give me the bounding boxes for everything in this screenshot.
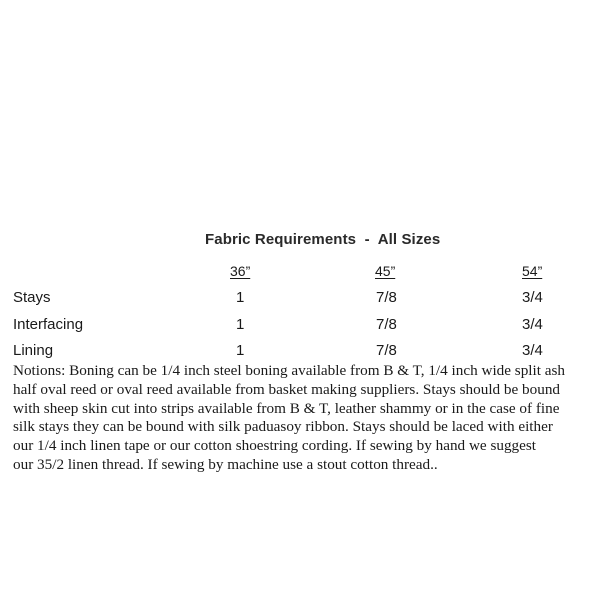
notes-line: half oval reed or oval reed available from basket making suppliers. Stays should be bound xyxy=(13,380,561,398)
table-cell: 3/4 xyxy=(522,316,543,333)
notes-line: with sheep skin cut into strips available from B & T, leather shammy or in the case of fine xyxy=(13,399,560,417)
table-title: Fabric Requirements - All Sizes xyxy=(205,231,441,248)
notes-line: Notions: Boning can be 1/4 inch steel boning available from B & T, 1/4 inch wide split ash xyxy=(13,362,566,379)
table-cell: 1 xyxy=(236,289,245,306)
table-cell: 1 xyxy=(236,342,245,359)
row-label-interfacing: Interfacing xyxy=(13,316,84,333)
table-cell: 1 xyxy=(236,316,245,333)
notes-line: our 1/4 inch linen tape or our cotton shoestring cording. If sewing by hand we suggest xyxy=(13,437,537,455)
table-cell: 3/4 xyxy=(522,342,543,359)
table-cell: 7/8 xyxy=(376,316,397,333)
column-header-45: 45” xyxy=(375,263,396,279)
notions-paragraph xyxy=(13,362,600,475)
notes-line: our 35/2 linen thread. If sewing by machine use a stout cotton thread.. xyxy=(13,455,438,473)
table-cell: 7/8 xyxy=(376,342,397,359)
column-header-54: 54” xyxy=(522,263,543,279)
table-cell: 3/4 xyxy=(522,289,543,306)
row-label-stays: Stays xyxy=(13,289,51,306)
column-header-36: 36” xyxy=(230,263,251,279)
row-label-lining: Lining xyxy=(13,342,54,359)
table-cell: 7/8 xyxy=(376,289,397,306)
notes-line: silk stays they can be bound with silk paduasoy ribbon. Stays should be laced with either xyxy=(13,418,553,436)
